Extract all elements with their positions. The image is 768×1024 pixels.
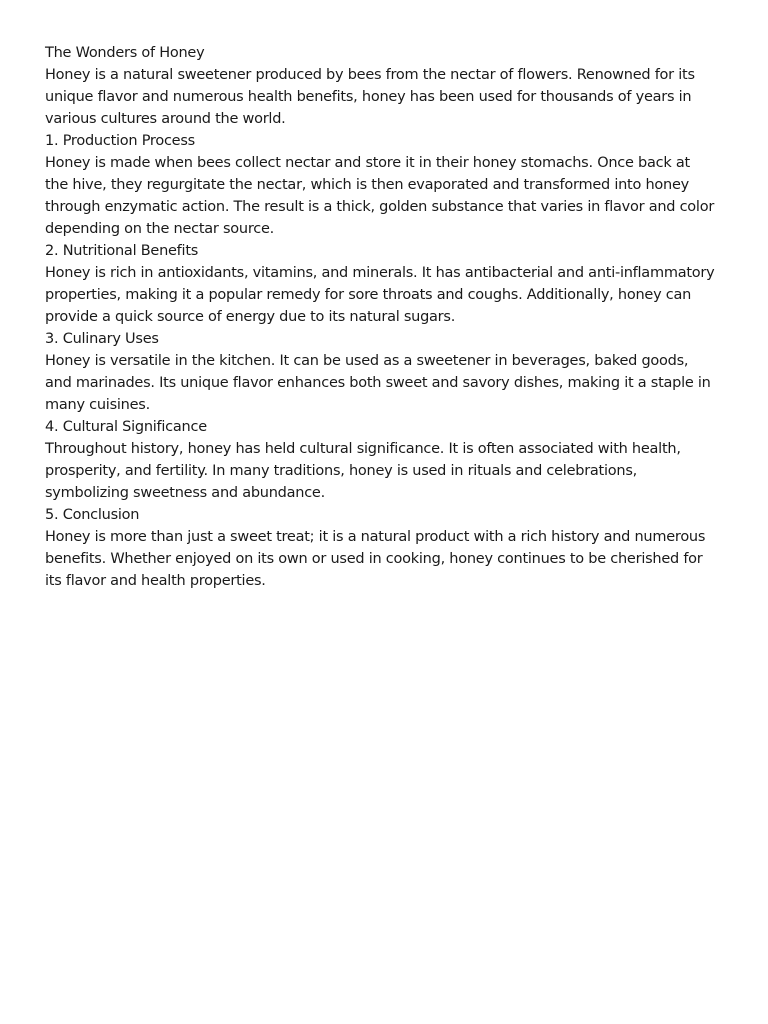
section-heading-culinary: 3. Culinary Uses [45, 331, 159, 347]
intro-paragraph: Honey is a natural sweetener produced by bees from the nectar of flowers. Renowned for its unique flavor and numerous health benefits, honey has been used for thousands of years in various cultures around the world. [45, 67, 695, 127]
section-heading-cultural: 4. Cultural Significance [45, 419, 207, 435]
section-body-production: Honey is made when bees collect nectar and store it in their honey stomachs. Once back at the hive, they regurgitate the nectar, which is then evaporated and transformed into honey through enzymatic action. The result is a thick, golden substance that varies in flavor and color depending on the nectar source. [45, 155, 715, 237]
section-body-culinary: Honey is versatile in the kitchen. It can be used as a sweetener in beverages, baked goods, and marinades. Its unique flavor enhances both sweet and savory dishes, making it a staple in many cuisines. [45, 353, 711, 413]
document-body [45, 42, 715, 592]
section-heading-production: 1. Production Process [45, 133, 195, 149]
section-body-cultural: Throughout history, honey has held cultural significance. It is often associated with health, prosperity, and fertility. In many traditions, honey is used in rituals and celebrations, symbolizing sweetness and abundance. [45, 441, 681, 501]
document-title: The Wonders of Honey [45, 45, 205, 61]
section-heading-nutrition: 2. Nutritional Benefits [45, 243, 199, 259]
section-body-conclusion: Honey is more than just a sweet treat; it is a natural product with a rich history and numerous benefits. Whether enjoyed on its own or used in cooking, honey continues to be cherished for its flavor and health properties. [45, 529, 706, 589]
section-body-nutrition: Honey is rich in antioxidants, vitamins, and minerals. It has antibacterial and anti-inflammatory properties, making it a popular remedy for sore throats and coughs. Additionally, honey can provide a quick source of energy due to its natural sugars. [45, 265, 715, 325]
section-heading-conclusion: 5. Conclusion [45, 507, 140, 523]
